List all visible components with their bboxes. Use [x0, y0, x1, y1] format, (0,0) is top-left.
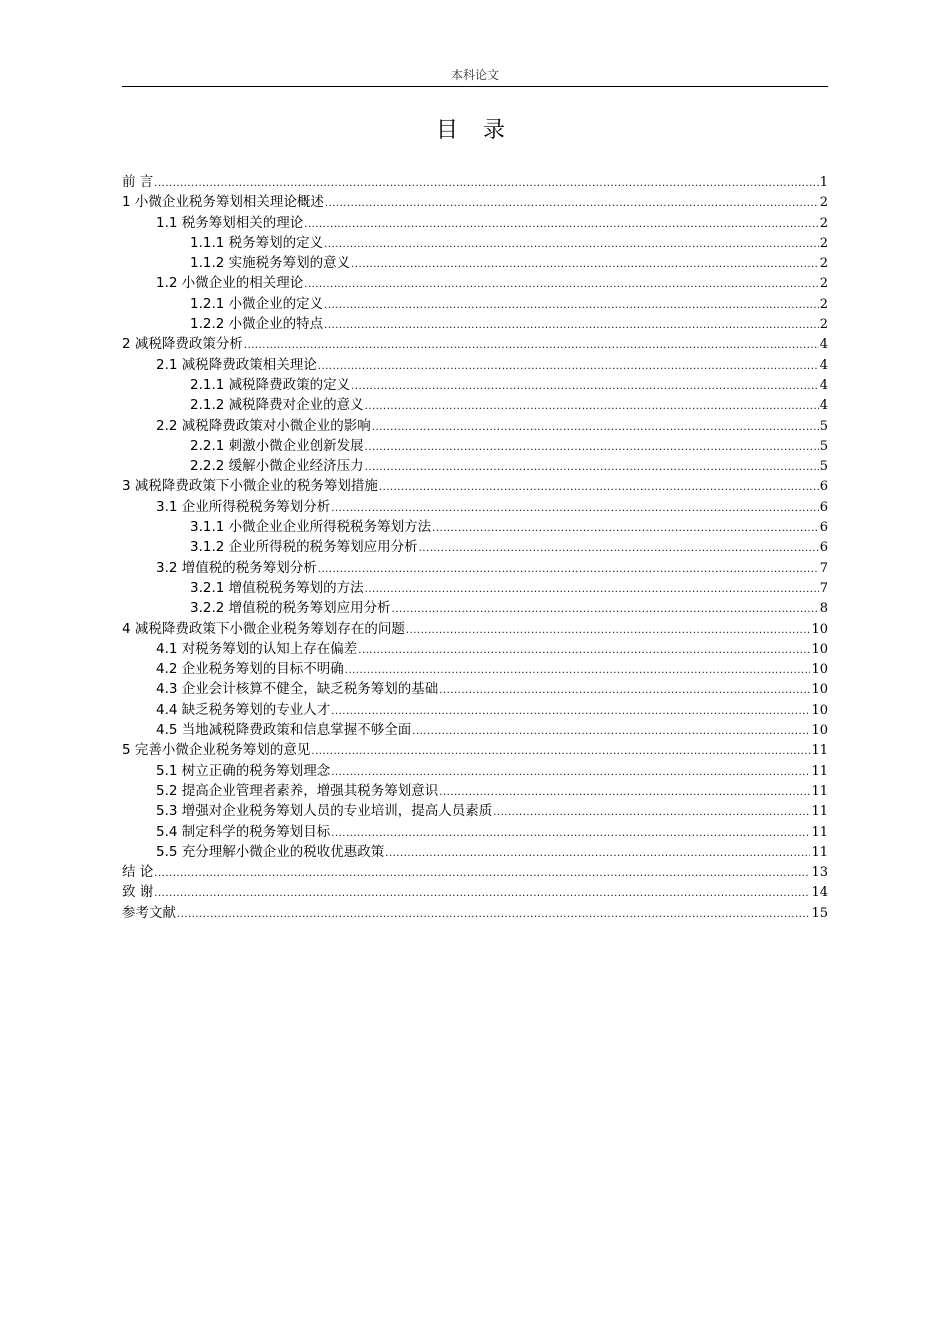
toc-dot-leader	[244, 336, 819, 356]
toc-page-number: 13	[811, 865, 828, 881]
toc-entry-title: 前 言	[122, 174, 154, 190]
toc-page-number: 10	[811, 641, 828, 657]
toc-page-number: 6	[819, 540, 828, 556]
toc-page-number: 7	[819, 560, 828, 576]
toc-entry-title: 结 论	[122, 864, 154, 881]
toc-entry[interactable]	[122, 172, 828, 192]
toc-dot-leader	[304, 275, 818, 295]
toc-entry-title: 4.2 企业税务筹划的目标不明确	[156, 661, 344, 678]
toc-page-number: 4	[819, 357, 828, 373]
toc-page-number: 10	[811, 621, 828, 637]
toc-page-number: 2	[819, 195, 828, 211]
toc-dot-leader	[385, 844, 810, 864]
toc-entry[interactable]	[122, 273, 828, 293]
toc-dot-leader	[154, 174, 818, 194]
toc-entry[interactable]	[122, 456, 828, 476]
toc-dot-leader	[432, 519, 819, 539]
toc-dot-leader	[331, 763, 810, 783]
toc-entry[interactable]	[122, 334, 828, 354]
toc-entry-title: 3.1 企业所得税税务筹划分析	[156, 498, 331, 515]
toc-entry-title: 1.1.2 实施税务筹划的意义	[190, 255, 351, 272]
toc-entry-title: 2.1.1 减税降费政策的定义	[190, 376, 351, 393]
toc-page-number: 4	[819, 377, 828, 393]
toc-entry-title: 3 减税降费政策下小微企业的税务筹划措施	[122, 478, 378, 495]
toc-entry-title: 2.2.2 缓解小微企业经济压力	[190, 458, 364, 475]
toc-entry-title: 2.1.2 减税降费对企业的意义	[190, 397, 364, 414]
toc-entry[interactable]	[122, 233, 828, 253]
toc-entry-title: 致 谢	[122, 884, 154, 901]
toc-entry-title: 1.2.2 小微企业的特点	[190, 316, 324, 333]
toc-page-number: 11	[811, 763, 828, 779]
toc-dot-leader	[324, 296, 819, 316]
toc-dot-leader	[439, 681, 810, 701]
toc-dot-leader	[365, 580, 819, 600]
toc-dot-leader	[154, 864, 810, 884]
toc-entry-title: 2.2.1 刺激小微企业创新发展	[190, 437, 364, 454]
toc-entry[interactable]	[122, 639, 828, 659]
toc-page-number: 6	[819, 479, 828, 495]
toc-dot-leader	[365, 458, 819, 478]
toc-page-number: 8	[819, 601, 828, 617]
toc-entry-title: 5 完善小微企业税务筹划的意见	[122, 742, 311, 759]
toc-dot-leader	[439, 783, 810, 803]
toc-dot-leader	[372, 418, 819, 438]
toc-dot-leader	[331, 824, 810, 844]
toc-entry[interactable]	[122, 679, 828, 699]
toc-entry[interactable]	[122, 395, 828, 415]
toc-dot-leader	[154, 884, 810, 904]
toc-dot-leader	[324, 235, 819, 255]
table-of-contents	[122, 172, 828, 923]
toc-entry-title: 1.2.1 小微企业的定义	[190, 295, 324, 312]
toc-entry[interactable]	[122, 375, 828, 395]
toc-page-number: 1	[819, 175, 828, 190]
toc-dot-leader	[311, 742, 810, 762]
toc-entry-title: 4.1 对税务筹划的认知上存在偏差	[156, 640, 358, 657]
toc-dot-leader	[318, 357, 819, 377]
toc-dot-leader	[331, 702, 810, 722]
toc-page-number: 2	[819, 317, 828, 333]
toc-page-number: 11	[811, 824, 828, 840]
toc-page-number: 10	[811, 723, 828, 739]
toc-page-number: 10	[811, 682, 828, 698]
toc-entry[interactable]	[122, 497, 828, 517]
toc-entry[interactable]	[122, 598, 828, 618]
toc-entry-title: 5.4 制定科学的税务筹划目标	[156, 823, 331, 840]
toc-entry-title: 5.5 充分理解小微企业的税收优惠政策	[156, 843, 385, 860]
toc-page-number: 11	[811, 804, 828, 820]
toc-page-number: 14	[811, 885, 828, 901]
toc-entry[interactable]	[122, 416, 828, 436]
toc-dot-leader	[351, 255, 819, 275]
toc-entry-title: 3.1.2 企业所得税的税务筹划应用分析	[190, 539, 418, 556]
toc-entry-title: 1 小微企业税务筹划相关理论概述	[122, 194, 324, 211]
toc-page-number: 5	[819, 438, 828, 454]
toc-page-number: 2	[819, 256, 828, 272]
toc-dot-leader	[351, 377, 819, 397]
toc-entry[interactable]	[122, 842, 828, 862]
toc-entry-title: 3.2.2 增值税的税务筹划应用分析	[190, 600, 391, 617]
toc-entry[interactable]	[122, 476, 828, 496]
toc-entry[interactable]	[122, 192, 828, 212]
toc-dot-leader	[345, 661, 811, 681]
header-rule	[122, 86, 828, 87]
toc-entry[interactable]	[122, 862, 828, 882]
toc-entry-title: 4.4 缺乏税务筹划的专业人才	[156, 701, 331, 718]
toc-dot-leader	[325, 194, 819, 214]
toc-title: 目 录	[436, 118, 514, 143]
toc-page-number: 5	[819, 418, 828, 434]
toc-entry-title: 4 减税降费政策下小微企业税务筹划存在的问题	[122, 620, 405, 637]
toc-entry-title: 5.2 提高企业管理者素养，增强其税务筹划意识	[156, 782, 439, 799]
toc-page-number: 11	[811, 844, 828, 860]
toc-entry[interactable]	[122, 761, 828, 781]
toc-entry[interactable]	[122, 294, 828, 314]
toc-entry-title: 3.1.1 小微企业企业所得税税务筹划方法	[190, 519, 432, 536]
toc-entry[interactable]	[122, 619, 828, 639]
toc-dot-leader	[304, 215, 818, 235]
toc-entry[interactable]	[122, 781, 828, 801]
toc-dot-leader	[177, 905, 810, 925]
toc-dot-leader	[365, 438, 819, 458]
toc-page-number: 2	[819, 215, 828, 231]
toc-page-number: 2	[819, 296, 828, 312]
toc-entry-title: 3.2.1 增值税税务筹划的方法	[190, 579, 364, 596]
toc-entry[interactable]	[122, 822, 828, 842]
toc-dot-leader	[493, 803, 810, 823]
toc-entry-title: 2.1 减税降费政策相关理论	[156, 356, 317, 373]
toc-page-number: 15	[811, 905, 828, 921]
running-header: 本科论文	[450, 68, 499, 82]
toc-page-number: 11	[811, 743, 828, 759]
toc-entry[interactable]	[122, 903, 828, 923]
toc-page-number: 2	[819, 276, 828, 292]
toc-entry[interactable]	[122, 882, 828, 902]
toc-entry-title: 4.5 当地减税降费政策和信息掌握不够全面	[156, 722, 412, 739]
toc-page-number: 10	[811, 702, 828, 718]
toc-dot-leader	[331, 499, 818, 519]
toc-entry-title: 5.3 增强对企业税务筹划人员的专业培训，提高人员素质	[156, 803, 493, 820]
toc-entry[interactable]	[122, 314, 828, 334]
toc-entry[interactable]	[122, 558, 828, 578]
toc-dot-leader	[392, 600, 819, 620]
toc-entry[interactable]	[122, 700, 828, 720]
toc-page-number: 6	[819, 499, 828, 515]
toc-entry[interactable]	[122, 801, 828, 821]
toc-dot-leader	[324, 316, 819, 336]
toc-page-number: 4	[819, 398, 828, 414]
toc-entry-title: 1.1 税务筹划相关的理论	[156, 214, 304, 231]
toc-page-number: 10	[811, 662, 828, 678]
toc-entry[interactable]	[122, 659, 828, 679]
toc-dot-leader	[419, 539, 819, 559]
toc-entry[interactable]	[122, 537, 828, 557]
toc-entry[interactable]	[122, 740, 828, 760]
toc-entry[interactable]	[122, 355, 828, 375]
toc-dot-leader	[358, 641, 810, 661]
toc-entry[interactable]	[122, 517, 828, 537]
toc-entry[interactable]	[122, 436, 828, 456]
toc-entry-title: 2 减税降费政策分析	[122, 336, 243, 353]
toc-dot-leader	[406, 621, 811, 641]
toc-entry-title: 2.2 减税降费政策对小微企业的影响	[156, 417, 371, 434]
toc-entry[interactable]	[122, 213, 828, 233]
toc-page-number: 5	[819, 459, 828, 475]
toc-entry-title: 5.1 树立正确的税务筹划理念	[156, 762, 331, 779]
toc-entry-title: 3.2 增值税的税务筹划分析	[156, 559, 317, 576]
toc-entry-title: 4.3 企业会计核算不健全，缺乏税务筹划的基础	[156, 681, 439, 698]
toc-page-number: 11	[811, 783, 828, 799]
toc-entry[interactable]	[122, 253, 828, 273]
toc-entry[interactable]	[122, 578, 828, 598]
toc-entry[interactable]	[122, 720, 828, 740]
toc-dot-leader	[318, 560, 819, 580]
toc-entry-title: 参考文献	[122, 904, 176, 921]
toc-entry-title: 1.1.1 税务筹划的定义	[190, 234, 324, 251]
toc-dot-leader	[412, 722, 810, 742]
toc-page-number: 4	[819, 337, 828, 353]
toc-dot-leader	[379, 478, 819, 498]
toc-page-number: 2	[819, 235, 828, 251]
toc-page-number: 7	[819, 580, 828, 596]
toc-entry-title: 1.2 小微企业的相关理论	[156, 275, 304, 292]
toc-dot-leader	[365, 397, 819, 417]
toc-page-number: 6	[819, 520, 828, 536]
